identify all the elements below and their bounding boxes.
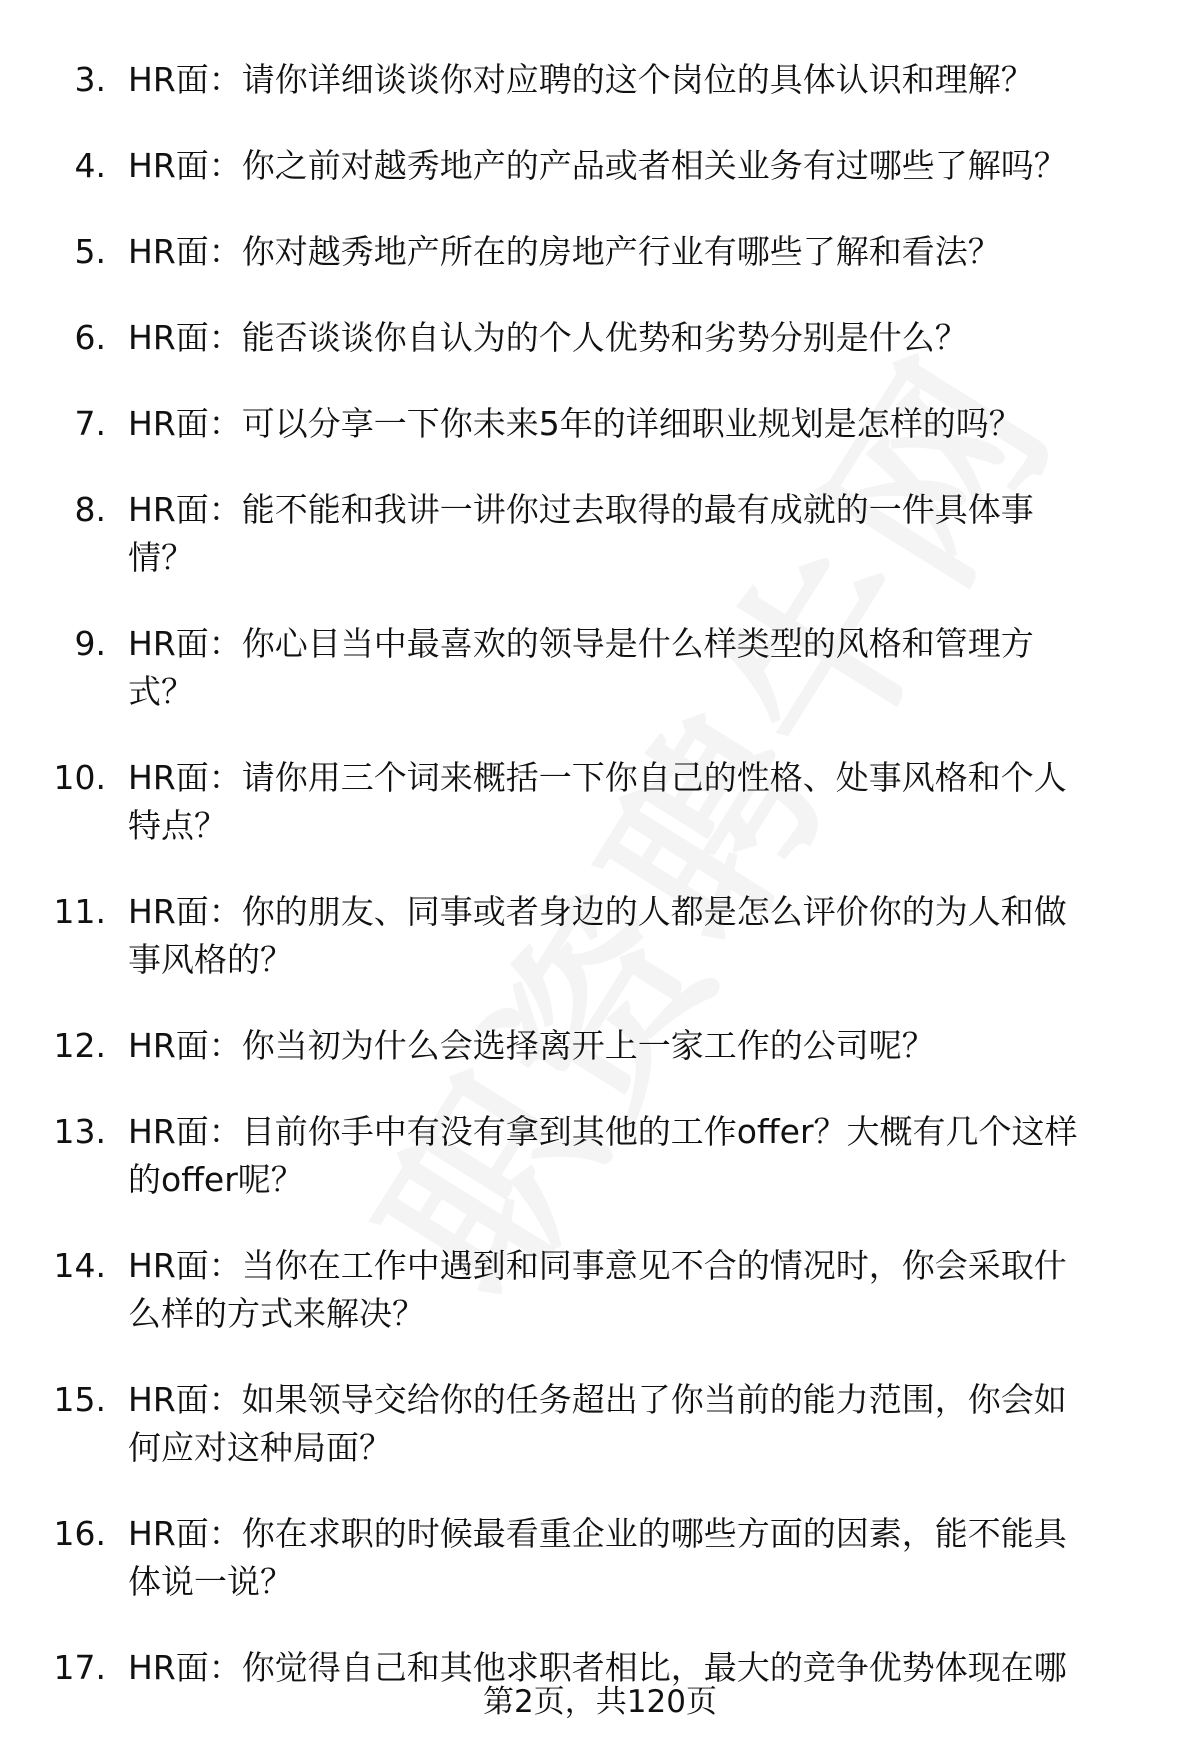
question-text: HR面：当你在工作中遇到和同事意见不合的情况时，你会采取什么样的方式来解决？	[128, 1246, 1067, 1333]
question-item	[0, 1108, 1200, 1204]
question-number: 8.	[74, 490, 106, 529]
question-text: HR面：能不能和我讲一讲你过去取得的最有成就的一件具体事情？	[128, 490, 1034, 577]
question-item	[0, 142, 1200, 190]
question-number: 10.	[53, 758, 106, 797]
question-text: HR面：你的朋友、同事或者身边的人都是怎么评价你的为人和做事风格的？	[128, 892, 1067, 979]
question-item	[0, 1022, 1200, 1070]
question-text: HR面：如果领导交给你的任务超出了你当前的能力范围，你会如何应对这种局面？	[128, 1380, 1067, 1467]
question-text: HR面：你觉得自己和其他求职者相比，最大的竞争优势体现在哪	[128, 1648, 1067, 1687]
question-number: 14.	[53, 1246, 106, 1285]
question-item	[0, 486, 1200, 582]
question-text: HR面：你对越秀地产所在的房地产行业有哪些了解和看法？	[128, 232, 1001, 271]
question-number: 12.	[53, 1026, 106, 1065]
question-item	[0, 228, 1200, 276]
question-number: 4.	[74, 146, 106, 185]
question-number: 9.	[74, 624, 106, 663]
question-item	[0, 620, 1200, 716]
question-text: HR面：请你用三个词来概括一下你自己的性格、处事风格和个人特点？	[128, 758, 1067, 845]
question-list	[0, 56, 1200, 1730]
question-number: 16.	[53, 1514, 106, 1553]
question-number: 6.	[74, 318, 106, 357]
question-number: 13.	[53, 1112, 106, 1151]
question-item	[0, 1242, 1200, 1338]
question-item	[0, 314, 1200, 362]
question-number: 3.	[74, 60, 106, 99]
question-number: 7.	[74, 404, 106, 443]
question-text: HR面：你当初为什么会选择离开上一家工作的公司呢？	[128, 1026, 935, 1065]
question-item	[0, 1376, 1200, 1472]
question-text: HR面：你心目当中最喜欢的领导是什么样类型的风格和管理方式？	[128, 624, 1034, 711]
question-text: HR面：请你详细谈谈你对应聘的这个岗位的具体认识和理解？	[128, 60, 1034, 99]
question-text: HR面：你之前对越秀地产的产品或者相关业务有过哪些了解吗？	[128, 146, 1067, 185]
question-text: HR面：你在求职的时候最看重企业的哪些方面的因素，能不能具体说一说？	[128, 1514, 1067, 1601]
question-number: 15.	[53, 1380, 106, 1419]
question-text: HR面：能否谈谈你自认为的个人优势和劣势分别是什么？	[128, 318, 968, 357]
question-text: HR面：可以分享一下你未来5年的详细职业规划是怎样的吗？	[128, 404, 1022, 443]
question-number: 17.	[53, 1648, 106, 1687]
page-footer: 第2页，共120页	[483, 1684, 717, 1720]
question-item	[0, 754, 1200, 850]
question-item	[0, 56, 1200, 104]
question-item	[0, 400, 1200, 448]
question-number: 5.	[74, 232, 106, 271]
question-number: 11.	[53, 892, 106, 931]
question-text: HR面：目前你手中有没有拿到其他的工作offer？大概有几个这样的offer呢？	[128, 1112, 1078, 1199]
question-item	[0, 888, 1200, 984]
question-item	[0, 1510, 1200, 1606]
